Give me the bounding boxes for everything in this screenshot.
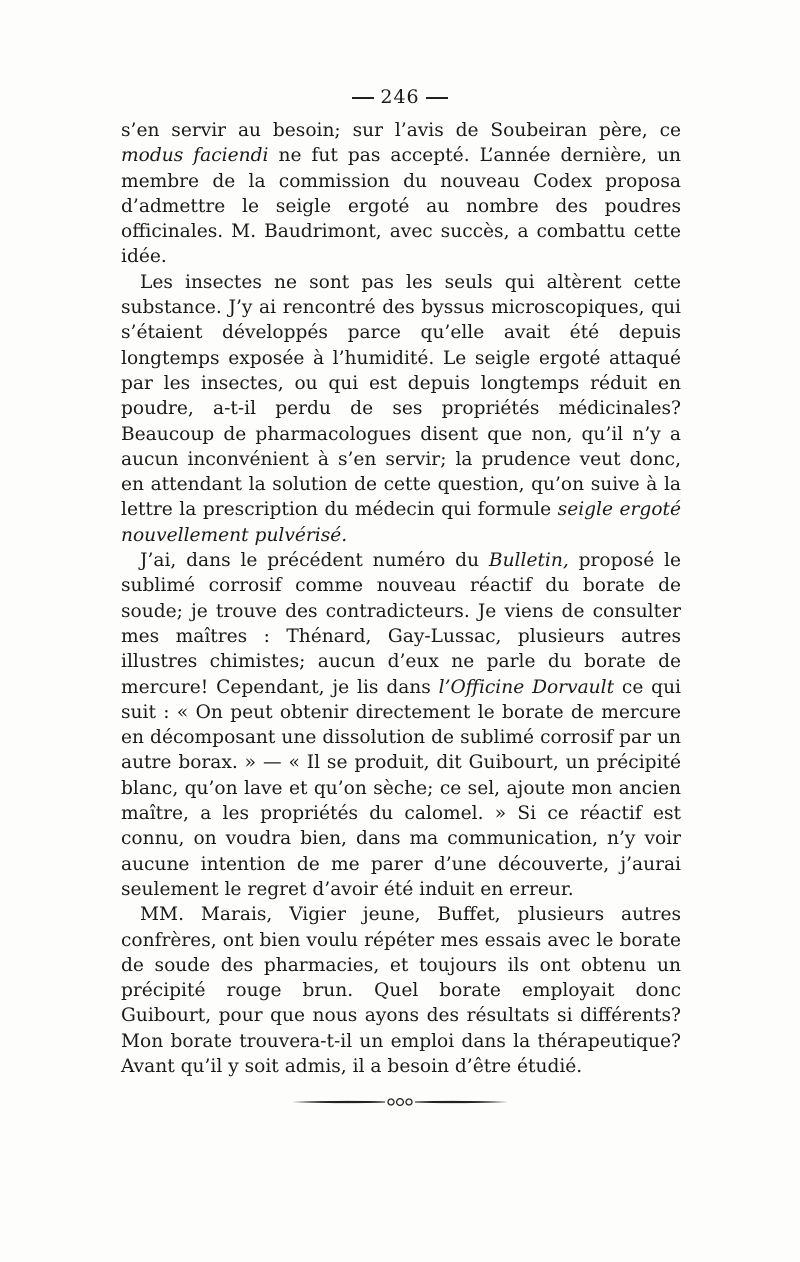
- left-dash: [352, 97, 374, 99]
- run-italic: l’Officine Dorvault: [438, 676, 615, 698]
- run: ne fut pas accepté. L’année dernière, un membre de la commission du nouveau Codex proposa d’admettre le seigle ergoté au nombre des poudres officinales. M. Baudrimont, avec succès, a combattu cette idée.: [121, 145, 682, 268]
- run: proposé le sublimé corrosif comme nouveau réactif du borate de soude; je trouve des contradicteurs. Je viens de consulter mes maîtres : Thénard, Gay-Lussac, plusieurs autres illustres chimistes; aucun d’eux ne parle du borate de mercure! Cependant, je lis dans: [121, 550, 682, 698]
- run: J’ai, dans le précédent numéro du: [140, 550, 489, 572]
- right-dash: [426, 97, 448, 99]
- body-text: [121, 118, 681, 1079]
- paragraph-1: [121, 118, 681, 270]
- run: MM. Marais, Vigier jeune, Buffet, plusieurs autres confrères, ont bien voulu répéter mes essais avec le borate de soude des pharmacies, et toujours ils ont obtenu un précipité rouge brun. Quel borate employait donc Guibourt, pour que nous ayons des résultats si différents? Mon borate trouvera-t-il un emploi dans la thérapeutique? Avant qu’il y soit admis, il a besoin d’être étudié.: [121, 904, 681, 1077]
- run-italic: seigle ergoté nouvellement pulvérisé.: [121, 499, 681, 546]
- paragraph-4: [121, 902, 681, 1079]
- page-number: 246: [380, 86, 420, 108]
- run-italic: Bulletin,: [488, 550, 569, 572]
- paragraph-2: [121, 270, 681, 548]
- run: Les insectes ne sont pas les seuls qui altèrent cette substance. J’y ai rencontré des byssus microscopiques, qui s’étaient développés parce qu’elle avait été depuis longtemps exposée à l’humidité. Le seigle ergoté attaqué par les insectes, ou qui est depuis longtemps réduit en poudre, a-t-il perdu de ses propriétés médicinales? Beaucoup de pharmacologues disent que non, qu’il n’y a aucun inconvénient à s’en servir; la prudence veut donc, en attendant la solution de cette question, qu’on suive à la lettre la prescription du médecin qui formule: [121, 271, 681, 521]
- page-number-header: [0, 86, 800, 108]
- paragraph-3: [121, 548, 681, 902]
- run: ce qui suit : « On peut obtenir directement le borate de mercure en décomposant une dissolution de sublimé corrosif par un autre borax. » — « Il se produit, dit Guibourt, un précipité blanc, qu’on lave et qu’on sèche; ce sel, ajoute mon ancien maître, a les propriétés du calomel. » Si ce réactif est connu, on voudra bien, dans ma communication, n’y voir aucune intention de me parer d’une découverte, j’aurai seulement le regret d’avoir été induit en erreur.: [121, 676, 681, 900]
- run-italic: modus faciendi: [121, 145, 269, 167]
- ornament-rule-graphic: [290, 1096, 510, 1108]
- run: s’en servir au besoin; sur l’avis de Soubeiran père, ce: [121, 120, 681, 141]
- typographic-rule: [0, 1093, 800, 1112]
